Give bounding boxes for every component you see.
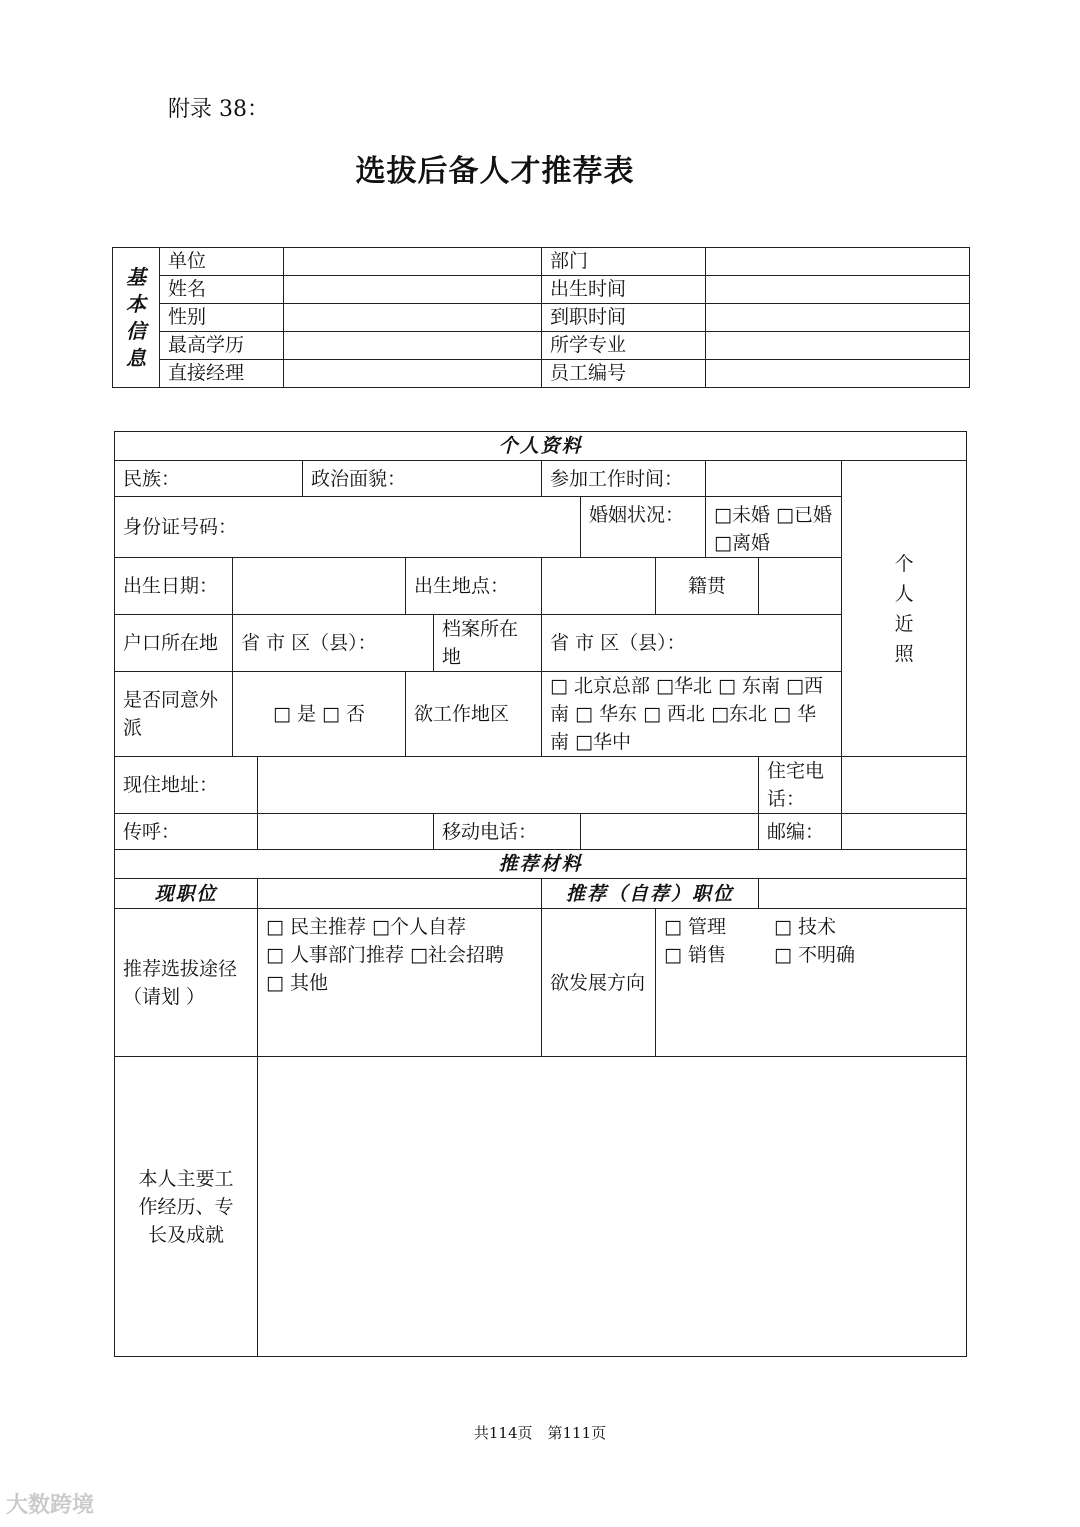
field-birth-time[interactable] <box>706 276 970 304</box>
direction-options[interactable]: □ 管理 □ 技术 □ 销售 □ 不明确 <box>656 909 967 1057</box>
label-department: 部门 <box>542 248 706 276</box>
political-status-field[interactable]: 政治面貌： <box>303 461 542 497</box>
archive-field[interactable]: 省 市 区（县）： <box>542 615 842 672</box>
marital-status-label: 婚姻状况： <box>581 497 706 558</box>
birth-date-field[interactable] <box>233 558 406 615</box>
label-manager: 直接经理 <box>160 360 284 388</box>
native-place-label: 籍贯 <box>656 558 759 615</box>
work-start-field[interactable] <box>706 461 842 497</box>
recommend-header: 推荐材料 <box>115 850 967 879</box>
mobile-field[interactable] <box>581 814 759 850</box>
experience-label: 本人主要工作经历、专长及成就 <box>115 1057 258 1357</box>
archive-label: 档案所在地 <box>434 615 542 672</box>
birth-date-label: 出生日期： <box>115 558 233 615</box>
route-label: 推荐选拔途径（请划 ） <box>115 909 258 1057</box>
home-phone-field[interactable] <box>842 757 967 814</box>
hukou-label: 户口所在地 <box>115 615 233 672</box>
hukou-field[interactable]: 省 市 区（县）： <box>233 615 434 672</box>
watermark: 大数跨境 <box>6 1493 95 1518</box>
label-gender: 性别 <box>160 304 284 332</box>
address-label: 现住地址： <box>115 757 258 814</box>
label-education: 最高学历 <box>160 332 284 360</box>
current-position-field[interactable] <box>258 879 542 909</box>
appendix-label: 附录 38： <box>168 97 269 122</box>
label-major: 所学专业 <box>542 332 706 360</box>
field-hire-date[interactable] <box>706 304 970 332</box>
pager-field[interactable] <box>258 814 434 850</box>
marital-status-options[interactable]: □未婚 □已婚 □离婚 <box>706 497 842 558</box>
personal-info-header: 个人资料 <box>115 432 967 461</box>
birth-place-label: 出生地点： <box>406 558 542 615</box>
label-hire-date: 到职时间 <box>542 304 706 332</box>
address-field[interactable] <box>258 757 759 814</box>
field-unit[interactable] <box>284 248 542 276</box>
label-unit: 单位 <box>160 248 284 276</box>
field-department[interactable] <box>706 248 970 276</box>
label-birth-time: 出生时间 <box>542 276 706 304</box>
current-position-label: 现职位 <box>115 879 258 909</box>
native-place-field[interactable] <box>759 558 842 615</box>
ethnicity-field[interactable]: 民族： <box>115 461 303 497</box>
work-region-label: 欲工作地区 <box>406 672 542 757</box>
basic-info-side-label: 基 本 信 息 <box>113 248 160 388</box>
field-name[interactable] <box>284 276 542 304</box>
page-footer: 共114页 第111页 <box>473 1424 607 1442</box>
label-name: 姓名 <box>160 276 284 304</box>
pager-label: 传呼： <box>115 814 258 850</box>
birth-place-field[interactable] <box>542 558 656 615</box>
work-start-label: 参加工作时间： <box>542 461 706 497</box>
rec-position-label: 推荐（自荐）职位 <box>542 879 759 909</box>
mobile-label: 移动电话： <box>434 814 581 850</box>
field-manager[interactable] <box>284 360 542 388</box>
basic-info-table <box>112 247 970 388</box>
home-phone-label: 住宅电话： <box>759 757 842 814</box>
field-employee-id[interactable] <box>706 360 970 388</box>
work-region-options[interactable]: □ 北京总部 □华北 □ 东南 □西南 □ 华东 □ 西北 □东北 □ 华南 □华中 <box>542 672 842 757</box>
direction-label: 欲发展方向 <box>542 909 656 1057</box>
field-gender[interactable] <box>284 304 542 332</box>
page-title: 选拔后备人才推荐表 <box>355 154 635 189</box>
photo-box[interactable]: 个 人 近 照 <box>842 461 967 757</box>
field-major[interactable] <box>706 332 970 360</box>
experience-field[interactable] <box>258 1057 967 1357</box>
postcode-label: 邮编： <box>759 814 842 850</box>
dispatch-options[interactable]: □ 是 □ 否 <box>233 672 406 757</box>
personal-info-table <box>114 431 967 1357</box>
dispatch-label: 是否同意外派 <box>115 672 233 757</box>
postcode-field[interactable] <box>842 814 967 850</box>
route-options[interactable]: □ 民主推荐 □个人自荐 □ 人事部门推荐 □社会招聘 □ 其他 <box>258 909 542 1057</box>
label-employee-id: 员工编号 <box>542 360 706 388</box>
field-education[interactable] <box>284 332 542 360</box>
id-number-field[interactable]: 身份证号码： <box>115 497 581 558</box>
rec-position-field[interactable] <box>759 879 967 909</box>
